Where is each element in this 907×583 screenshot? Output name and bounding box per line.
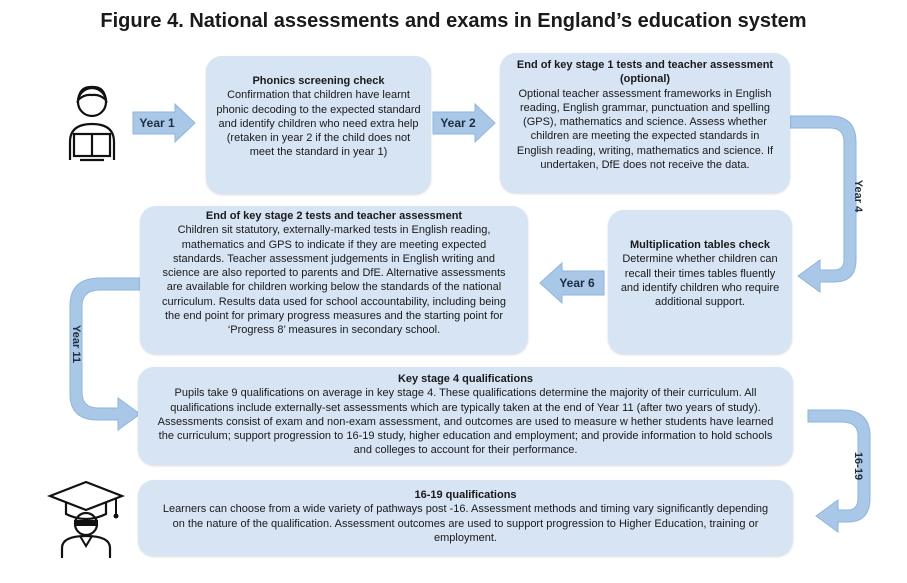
phonics-body: Confirmation that children have learnt phonic decoding to the expected standard and identify children who need extra help (retaken in year 2 if the child does not meet the standard in year 1) (216, 89, 421, 159)
student-reading-icon (60, 82, 124, 164)
phonics-title: Phonics screening check (252, 75, 385, 87)
q1619-body: Learners can choose from a wide variety of pathways post -16. Assessment methods and timing vary significantly depending on the nature of the qualification. Assessment outcomes are used to support progression to Higher Education, training or employment. (162, 503, 769, 544)
ks1-title: End of key stage 1 tests and teacher assessment (optional) (516, 59, 774, 86)
graduate-cap-icon (46, 478, 126, 560)
year-11-label: Year 11 (70, 325, 82, 363)
year-2-label: Year 2 (440, 116, 476, 130)
key-stage-1-box (500, 53, 790, 193)
age-16-19-arrow (808, 404, 888, 534)
ks2-title: End of key stage 2 tests and teacher assessment (205, 210, 463, 222)
phonics-screening-box (206, 56, 431, 194)
ks4-body: Pupils take 9 qualifications on average in key stage 4. These qualifications determine the majority of their curriculum. All qualifications include externally-set assessments which are typically taken at the end of Year 11 (after two years of study). Assessments consist of exam and non-exam assessment, and outcomes are used to measure w hether students have learned the curriculum; support progression to 16-19 study, higher education and employment; and provide information to hold schools and colleges to account for their performance. (157, 387, 774, 457)
ks1-body: Optional teacher assessment frameworks in English reading, English grammar, punctuation and spelling (GPS), mathematics and science. Assess whether children are meeting the expected standards in English reading, writing, mathematics and science. If undertaken, DfE does not receive the data. (516, 87, 774, 172)
multiplication-check-box (608, 210, 792, 354)
key-stage-2-box (140, 206, 528, 354)
q1619-title: 16-19 qualifications (414, 489, 517, 501)
figure-title: Figure 4. National assessments and exams in England’s education system (100, 10, 807, 32)
multiplication-title: Multiplication tables check (630, 239, 770, 251)
year-6-label: Year 6 (559, 276, 595, 290)
age-16-19-label: 16-19 (852, 451, 864, 481)
ks2-body: Children sit statutory, externally-marked tests in English reading, mathematics and GPS to indicate if they are meeting expected standards. Teacher assessment judgements in English writing and science are also reported to parents and DfE. Alternative assessments are available for children working below the standards of the national curriculum. Results data used for school accountability, including being the end point for primary progress measures and the starting point for ‘Progress 8’ measures in secondary school. (161, 224, 507, 337)
ks4-title: Key stage 4 qualifications (397, 373, 534, 385)
year-4-label: Year 4 (852, 179, 864, 213)
key-stage-4-box (138, 367, 793, 465)
year-1-label: Year 1 (139, 116, 175, 130)
multiplication-body: Determine whether children can recall their times tables fluently and identify children who require additional support. (620, 253, 780, 309)
qualifications-16-19-box (138, 480, 793, 556)
